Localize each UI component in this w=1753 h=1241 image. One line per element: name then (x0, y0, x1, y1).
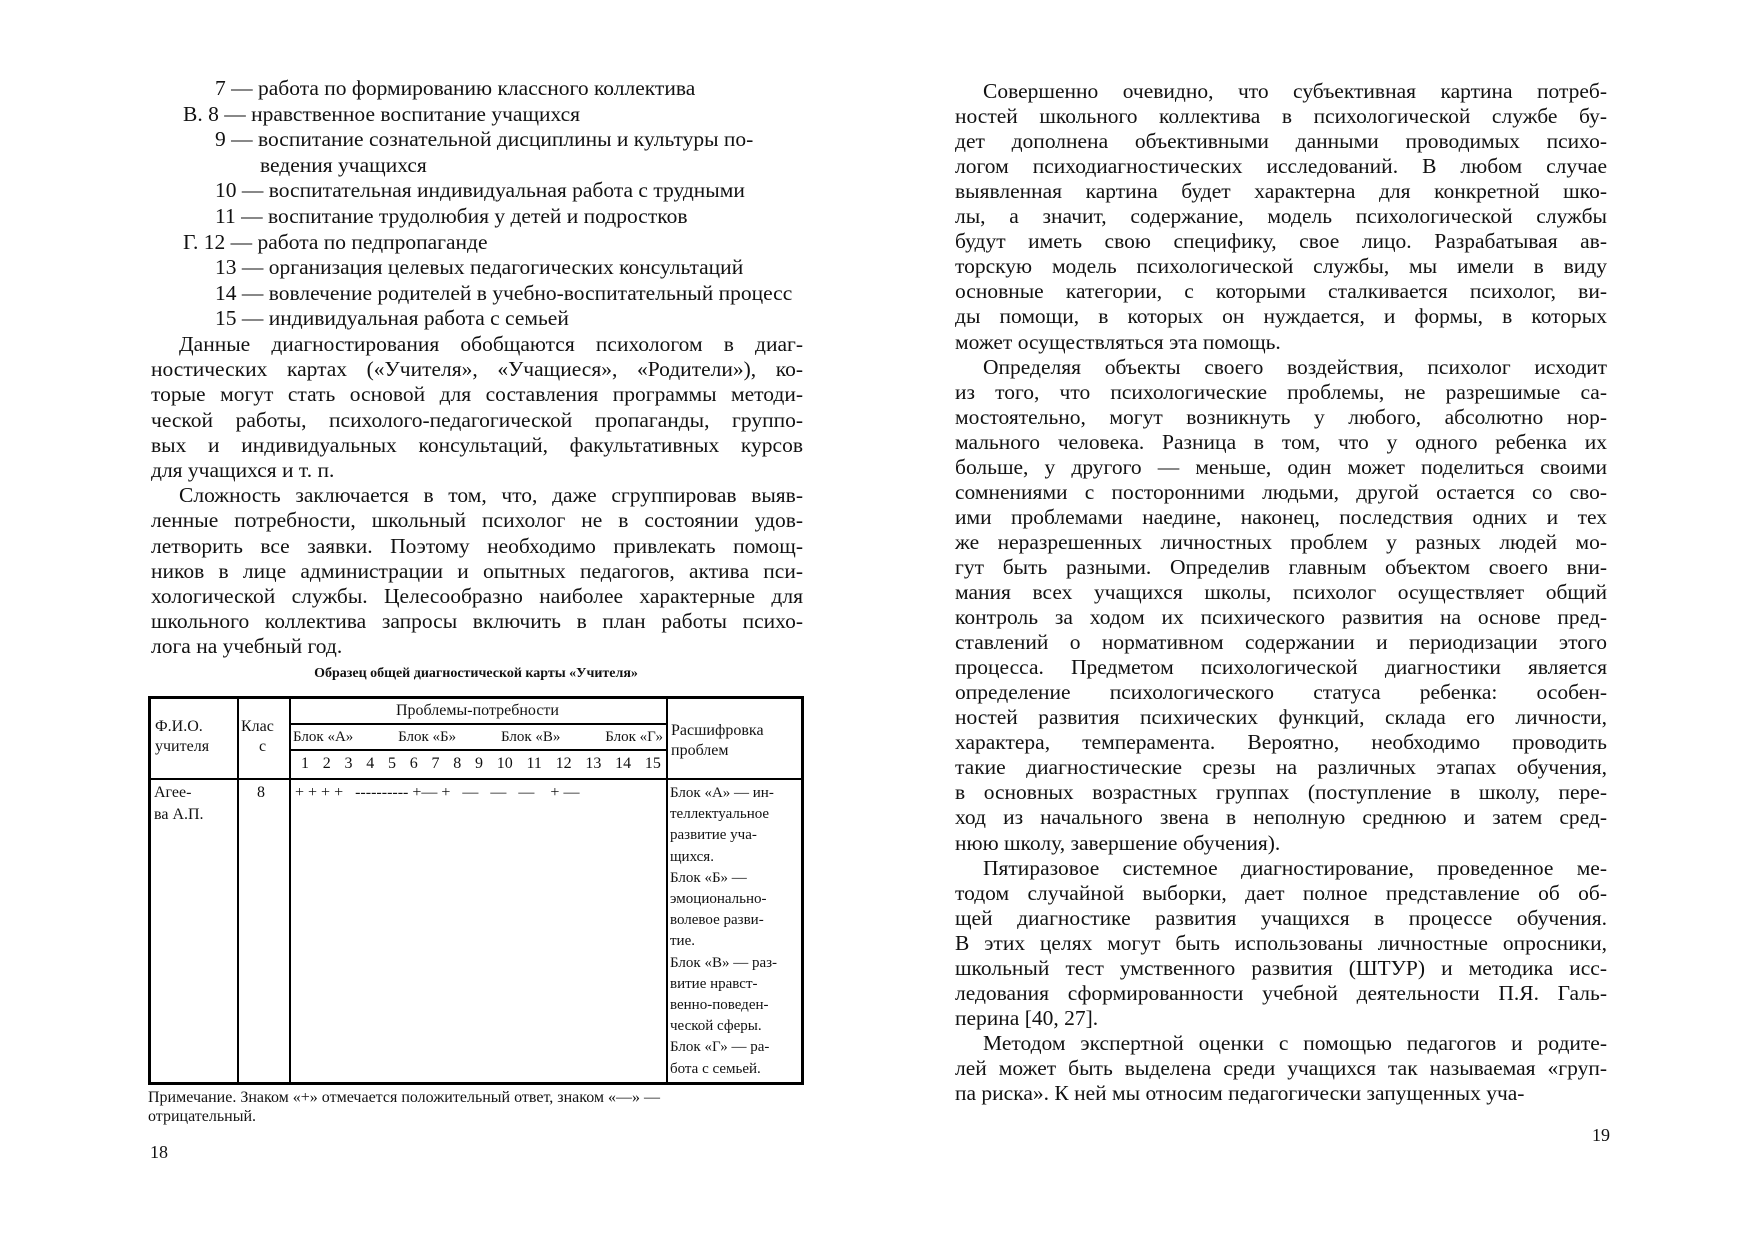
list-item: 13 — организация целевых педагогических консультаций (215, 255, 744, 280)
header-numbers (301, 754, 661, 774)
text-line: Совершенно очевидно, что субъективная картина потреб- (983, 79, 1607, 103)
decode-line: Блок «А» — ин- (670, 785, 774, 801)
text-line: мания всех учащихся школы, психолог осуществляет общий (955, 580, 1607, 604)
text-line: ледования сформированности учебной деятельности П.Я. Галь- (955, 980, 1607, 1005)
block-header: Блок «А» (293, 729, 354, 745)
text-line: Пятиразовое системное диагностирование, проведенное ме- (983, 855, 1607, 880)
decode-line: щихся. (670, 848, 714, 865)
text-line: лога на учебный год. (151, 634, 343, 659)
text-line: такие диагностические срезы на различных этапах обучения, (955, 755, 1607, 780)
text-line: вых и индивидуальных консультаций, факультативных курсов (151, 432, 803, 457)
row-decode (670, 783, 777, 1080)
table-divider (289, 699, 291, 1082)
header-problems: Проблемы-потребности (396, 702, 559, 719)
header-name: Ф.И.О. (155, 718, 203, 735)
block-header: Блок «Б» (398, 729, 457, 745)
table-divider (666, 699, 668, 1082)
list-item: 15 — индивидуальная работа с семьей (215, 306, 569, 331)
problem-number: 9 (475, 755, 483, 772)
list-item: 7 — работа по формированию классного коллектива (215, 76, 696, 100)
text-line: ленные потребности, школьный психолог не в состоянии удов- (151, 508, 803, 533)
table-caption: Образец общей диагностической карты «Учителя» (314, 666, 638, 681)
page-number: 19 (1592, 1125, 1610, 1145)
text-line: па риска». К ней мы относим педагогически запущенных уча- (955, 1081, 1525, 1105)
row-name: ва А.П. (154, 806, 204, 823)
text-line: определение психологического статуса ребенка: особен- (955, 680, 1607, 705)
list-item: ведения учащихся (260, 152, 427, 177)
problem-number: 14 (615, 755, 632, 772)
note-line: Примечание. Знаком «+» отмечается положительный ответ, знаком «—» — (148, 1089, 661, 1106)
problem-number: 13 (585, 755, 602, 772)
text-line: летворить все заявки. Поэтому необходимо привлекать помощ- (151, 533, 803, 558)
decode-line: развитие уча- (670, 827, 757, 844)
text-line: ческой работы, психолого-педагогической пропаганды, группо- (151, 407, 803, 432)
decode-line: тие. (670, 933, 695, 950)
text-line: больше, у другого — меньше, один может поделиться своими (955, 454, 1607, 479)
problem-number: 8 (453, 755, 462, 772)
header-name: учителя (155, 738, 210, 755)
text-line: лей может быть выделена среди учащихся так называемая «груп- (955, 1055, 1607, 1080)
text-line: дет дополнена объективными данными проводимых психо- (955, 129, 1607, 154)
text-line: ностей развития психических функций, склада его личности, (955, 705, 1607, 730)
left-page (0, 0, 876, 1241)
text-line: сомнениями с посторонними людьми, другой остается со сво- (955, 479, 1607, 504)
table-divider (237, 699, 239, 1082)
decode-line: теллектуальное (670, 806, 770, 823)
header-decode: Расшифровка (671, 722, 764, 739)
decode-line: Блок «Б» — (670, 869, 747, 886)
text-line: Сложность заключается в том, что, даже сгруппировав выяв- (179, 483, 803, 508)
text-line: ников в лице администрации и опытных педагогов, актива пси- (151, 558, 803, 583)
text-line: процесса. Предметом психологической диагностики является (955, 655, 1607, 680)
text-line: ход из начального звена в неполную среднюю и затем сред- (955, 805, 1607, 830)
text-line: школьный тест умственного развития (ШТУР) и методика исс- (955, 955, 1607, 980)
list-item: 11 — воспитание трудолюбия у детей и подростков (215, 204, 688, 228)
list-item: 9 — воспитание сознательной дисциплины и культуры по- (215, 127, 754, 152)
list-item: 10 — воспитательная индивидуальная работа с трудными (215, 178, 745, 203)
list-item: В. 8 — нравственное воспитание учащихся (183, 101, 581, 126)
row-name: Агее- (154, 784, 192, 801)
text-line: лы, а значит, содержание, модель психологической службы (955, 204, 1607, 229)
text-line: В этих целях могут быть использованы личностные опросники, (955, 930, 1607, 955)
text-line: из того, что психологические проблемы, не разрешимые са- (955, 379, 1607, 404)
decode-line: ческой сферы. (670, 1018, 762, 1035)
text-line: выявленная картина будет характерна для конкретной шко- (955, 179, 1607, 204)
text-line: перина [40, 27]. (955, 1005, 1099, 1030)
text-line: ностей школьного коллектива в психологической службе бу- (955, 104, 1607, 129)
problem-number: 2 (322, 755, 331, 772)
text-line: логом психодиагностических исследований. В любом случае (955, 154, 1607, 179)
text-line: торскую модель психологической службы, мы имели в виду (955, 254, 1607, 279)
decode-line: бота с семьей. (670, 1060, 761, 1077)
problem-number: 5 (388, 755, 396, 772)
list-item: Г. 12 — работа по педпропаганде (183, 229, 488, 254)
text-line: гут быть разными. Определив главным объектом своего вни- (955, 554, 1607, 579)
block-header: Блок «Г» (605, 729, 663, 745)
header-blocks (293, 727, 663, 747)
decode-line: Блок «Г» — ра- (670, 1039, 770, 1056)
list-item: 14 — вовлечение родителей в учебно-воспитательный процесс (215, 280, 793, 305)
text-line: контроль за ходом их психического развития на основе пред- (955, 605, 1607, 630)
block-header: Блок «В» (500, 729, 561, 745)
text-line: ставлений о нормативном содержании и периодизации этого (955, 630, 1607, 655)
text-line: Методом экспертной оценки с помощью педагогов и родите- (983, 1030, 1607, 1055)
row-class: 8 (257, 784, 265, 801)
text-line: основные категории, с которыми сталкивается психолог, ви- (955, 279, 1607, 304)
header-class: с (259, 738, 267, 755)
header-class: Клас (241, 718, 274, 735)
table-divider (151, 778, 801, 780)
decode-line: венно-поведен- (670, 997, 769, 1014)
problem-number: 11 (526, 755, 542, 772)
text-line: мостоятельно, могут возникнуть у любого, абсолютно нор- (955, 404, 1607, 429)
text-line: для учащихся и т. п. (151, 458, 335, 482)
header-decode: проблем (671, 742, 729, 759)
text-line: в основных возрастных группах (поступление в школу, пере- (955, 780, 1607, 805)
row-marks: + + + + ---------- +— + — — — + — (295, 784, 580, 801)
problem-number: 3 (344, 755, 353, 772)
text-line: торые могут стать основой для составления программы методи- (151, 382, 803, 407)
decode-line: волевое разви- (670, 912, 764, 929)
text-line: характера, темперамента. Вероятно, необходимо проводить (955, 730, 1607, 755)
problem-number: 10 (496, 755, 513, 772)
page-number: 18 (150, 1142, 168, 1162)
text-line: школьного коллектива запросы включить в план работы психо- (151, 609, 803, 634)
text-line: ностических картах («Учителя», «Учащиеся», «Родители»), ко- (151, 357, 803, 382)
text-line: хологической службы. Целесообразно наиболее характерные для (151, 584, 803, 608)
problem-number: 6 (409, 755, 418, 772)
note-line: отрицательный. (148, 1108, 257, 1125)
diagnostic-card-table (148, 696, 804, 1085)
table-divider (289, 723, 666, 725)
text-line: ды помощи, в которых он нуждается, и формы, в которых (955, 304, 1607, 329)
text-line: нюю школу, завершение обучения). (955, 830, 1281, 855)
right-page (876, 0, 1753, 1241)
decode-line: Блок «В» — раз- (670, 954, 778, 971)
text-line: может осуществляться эта помощь. (955, 329, 1281, 354)
problem-number: 1 (301, 755, 309, 772)
text-line: ими проблемами наедине, наконец, последствия одних и тех (955, 504, 1607, 529)
text-line: щей диагностике развития учащихся в процессе обучения. (955, 905, 1607, 930)
text-line: Определяя объекты своего воздействия, психолог исходит (983, 354, 1607, 379)
text-line: же неразрешенных личностных проблем у разных людей мо- (955, 529, 1607, 554)
text-line: мального человека. Разница в том, что у одного ребенка их (955, 429, 1607, 454)
problem-number: 4 (366, 755, 375, 772)
problem-number: 7 (431, 755, 440, 772)
text-line: будут иметь свою специфику, свое лицо. Разрабатывая ав- (955, 229, 1607, 254)
decode-line: эмоционально- (670, 891, 767, 908)
problem-number: 15 (644, 755, 661, 772)
text-line: тодом случайной выборки, дает полное представление об об- (955, 880, 1607, 905)
table-note (148, 1088, 808, 1126)
table-divider (289, 749, 666, 751)
decode-line: витие нравст- (670, 975, 758, 992)
text-line: Данные диагностирования обобщаются психологом в диаг- (179, 332, 803, 356)
problem-number: 12 (555, 755, 572, 772)
